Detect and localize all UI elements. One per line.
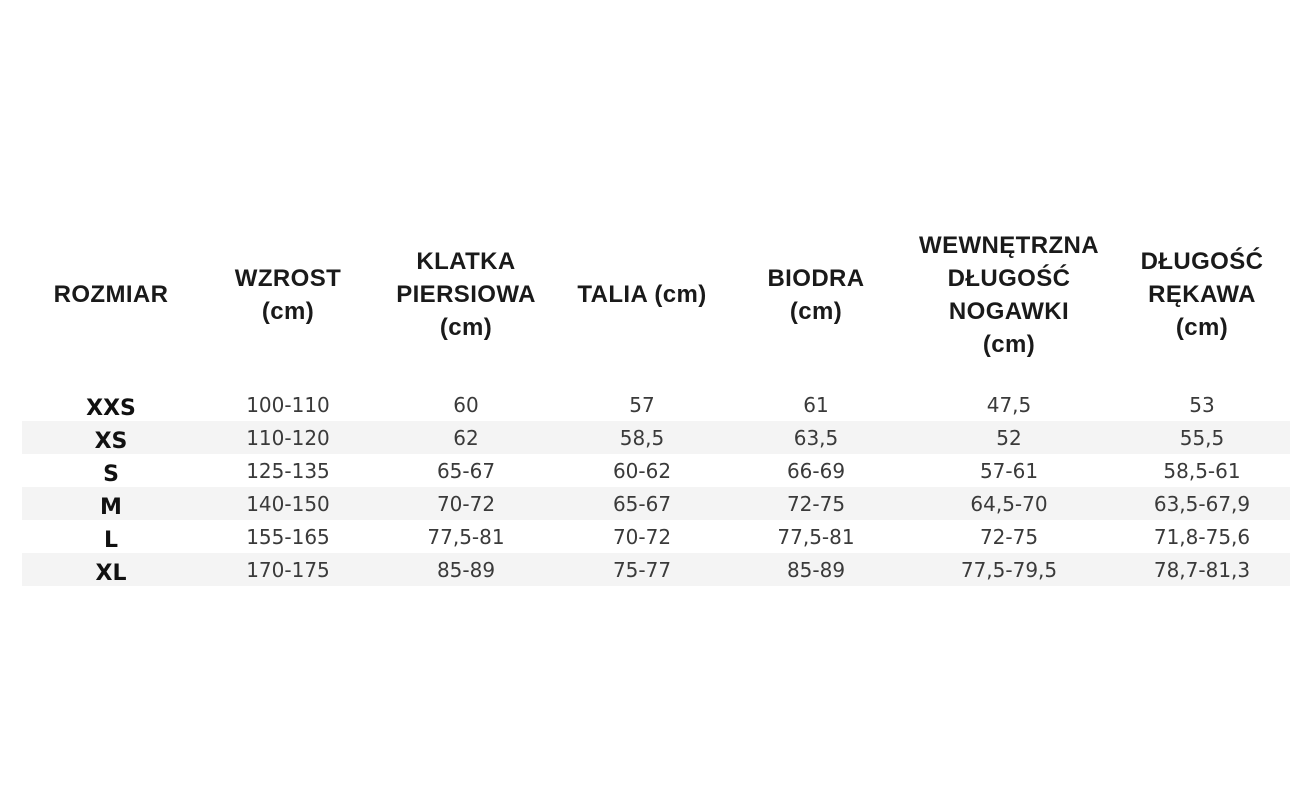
table-row — [22, 520, 1290, 553]
header-size: ROZMIAR — [53, 281, 169, 308]
cell-height: 170-175 — [246, 557, 330, 582]
cell-waist: 75-77 — [612, 557, 672, 582]
cell-sleeve-length: 53 — [1189, 392, 1215, 417]
cell-hips: 63,5 — [793, 425, 839, 450]
cell-hips: 61 — [803, 392, 829, 417]
cell-height: 110-120 — [246, 425, 330, 450]
size-chart-table — [22, 228, 1290, 586]
cell-size: M — [100, 495, 122, 520]
cell-waist: 58,5 — [619, 425, 665, 450]
cell-chest: 85-89 — [436, 557, 496, 582]
cell-inseam: 64,5-70 — [970, 491, 1048, 516]
table-row — [22, 388, 1290, 421]
cell-height: 140-150 — [246, 491, 330, 516]
cell-size: XXS — [86, 396, 136, 421]
cell-size: S — [103, 462, 119, 487]
table-header-row — [22, 228, 1290, 388]
header-sleeve-length: DŁUGOŚĆ RĘKAWA (cm) — [1140, 248, 1264, 341]
cell-inseam: 72-75 — [979, 524, 1039, 549]
header-hips: BIODRA (cm) — [767, 264, 865, 325]
table-row — [22, 421, 1290, 454]
cell-hips: 72-75 — [786, 491, 846, 516]
cell-sleeve-length: 55,5 — [1179, 425, 1225, 450]
table-row — [22, 553, 1290, 586]
cell-waist: 57 — [629, 392, 655, 417]
cell-inseam: 57-61 — [979, 458, 1039, 483]
cell-size: XS — [94, 429, 128, 454]
table-row — [22, 487, 1290, 520]
table-row — [22, 454, 1290, 487]
header-height: WZROST (cm) — [234, 264, 342, 325]
cell-inseam: 47,5 — [986, 392, 1032, 417]
cell-waist: 70-72 — [612, 524, 672, 549]
cell-chest: 70-72 — [436, 491, 496, 516]
cell-sleeve-length: 78,7-81,3 — [1153, 557, 1251, 582]
cell-hips: 85-89 — [786, 557, 846, 582]
cell-waist: 65-67 — [612, 491, 672, 516]
cell-sleeve-length: 63,5-67,9 — [1153, 491, 1251, 516]
cell-sleeve-length: 58,5-61 — [1163, 458, 1241, 483]
table-body — [22, 388, 1290, 586]
cell-size: XL — [95, 561, 127, 586]
cell-sleeve-length: 71,8-75,6 — [1153, 524, 1251, 549]
cell-hips: 77,5-81 — [777, 524, 855, 549]
header-waist: TALIA (cm) — [577, 281, 707, 308]
cell-chest: 62 — [453, 425, 479, 450]
header-chest: KLATKA PIERSIOWA (cm) — [396, 248, 536, 341]
cell-hips: 66-69 — [786, 458, 846, 483]
cell-height: 100-110 — [246, 392, 330, 417]
cell-chest: 60 — [453, 392, 479, 417]
cell-inseam: 52 — [996, 425, 1022, 450]
cell-chest: 65-67 — [436, 458, 496, 483]
cell-size: L — [103, 528, 119, 553]
cell-height: 155-165 — [246, 524, 330, 549]
cell-inseam: 77,5-79,5 — [960, 557, 1058, 582]
cell-height: 125-135 — [246, 458, 330, 483]
cell-chest: 77,5-81 — [427, 524, 505, 549]
cell-waist: 60-62 — [612, 458, 672, 483]
header-inseam: WEWNĘTRZNA DŁUGOŚĆ NOGAWKI (cm) — [919, 231, 1099, 358]
